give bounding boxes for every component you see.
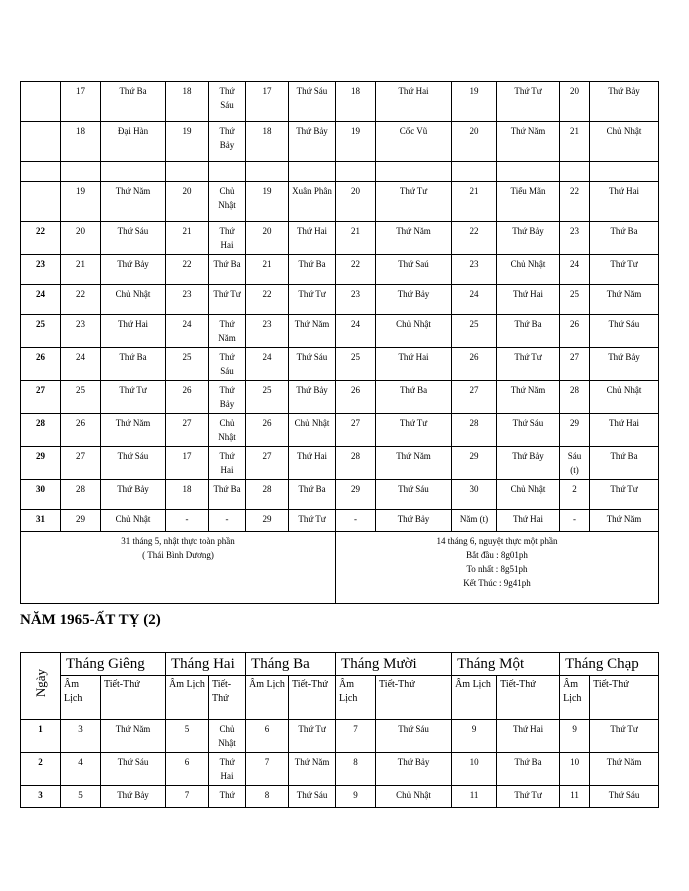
weekday-cell — [497, 162, 560, 182]
lunar-date-cell: 29 — [246, 510, 289, 532]
weekday-cell: Thứ Bảy — [376, 753, 452, 786]
lunar-date-cell: 29 — [452, 447, 497, 480]
lunar-date-cell: 22 — [336, 255, 376, 285]
lunar-date-cell: 21 — [166, 222, 209, 255]
lunar-date-cell: 23 — [61, 315, 101, 348]
weekday-cell: Thứ Tư — [289, 510, 336, 532]
lunar-date-cell: 9 — [560, 720, 590, 753]
weekday-cell: Thứ Năm — [289, 753, 336, 786]
day-cell: 27 — [21, 381, 61, 414]
lunar-date-cell: 24 — [336, 315, 376, 348]
lunar-date-cell: 24 — [560, 255, 590, 285]
note-line: Bắt đầu : 8g01ph — [466, 550, 528, 560]
weekday-cell: Thứ Sáu — [101, 447, 166, 480]
weekday-cell: Chủ Nhật — [376, 315, 452, 348]
lunar-date-cell: 7 — [246, 753, 289, 786]
lunar-date-cell: 23 — [246, 315, 289, 348]
weekday-cell: Thứ Năm — [101, 414, 166, 447]
lunar-date-cell: 26 — [166, 381, 209, 414]
month-header: Tháng Giêng — [61, 653, 166, 676]
table-row — [21, 285, 659, 315]
month-header: Tháng Chạp — [560, 653, 659, 676]
lunar-date-cell: 23 — [336, 285, 376, 315]
lunar-date-cell: Sáu (t) — [560, 447, 590, 480]
lunar-date-cell: 23 — [560, 222, 590, 255]
lunar-date-cell: 18 — [246, 122, 289, 162]
lunar-subheader: Âm Lịch — [246, 676, 289, 720]
weekday-cell: Thứ Tư — [497, 348, 560, 381]
day-cell — [21, 162, 61, 182]
weekday-cell: Thứ Bảy — [101, 255, 166, 285]
weekday-cell: Chủ Nhật — [590, 122, 659, 162]
day-cell: 23 — [21, 255, 61, 285]
calendar-table-2 — [20, 652, 659, 808]
weekday-cell: Thứ Sáu — [101, 753, 166, 786]
lunar-date-cell: 6 — [246, 720, 289, 753]
lunar-subheader: Âm Lịch — [166, 676, 209, 720]
weekday-cell: Chủ Nhật — [101, 510, 166, 532]
table-row — [21, 222, 659, 255]
lunar-date-cell: 7 — [166, 786, 209, 808]
weekday-cell: Tiểu Mãn — [497, 182, 560, 222]
lunar-date-cell: 22 — [560, 182, 590, 222]
weekday-cell: Thứ Tư — [376, 182, 452, 222]
weekday-cell: Thứ Năm — [289, 315, 336, 348]
weekday-cell: Thứ Hai — [289, 222, 336, 255]
weekday-cell: Thứ Năm — [209, 315, 246, 348]
lunar-date-cell: 25 — [61, 381, 101, 414]
day-cell: 25 — [21, 315, 61, 348]
lunar-date-cell: 5 — [166, 720, 209, 753]
weekday-cell: Thứ Ba — [376, 381, 452, 414]
weekday-cell: Thứ Năm — [376, 222, 452, 255]
weekday-cell: Thứ Ba — [497, 315, 560, 348]
lunar-date-cell: 20 — [452, 122, 497, 162]
lunar-date-cell — [246, 162, 289, 182]
weekday-cell: Thứ Tư — [590, 255, 659, 285]
note-line: To nhất : 8g51ph — [466, 564, 528, 574]
weekday-cell: Thứ Ba — [497, 753, 560, 786]
weekday-cell: Thứ Hai — [101, 315, 166, 348]
lunar-date-cell: 8 — [246, 786, 289, 808]
note-line: Kết Thúc : 9g41ph — [463, 578, 531, 588]
weekday-cell: Thứ Hai — [590, 182, 659, 222]
lunar-date-cell: 20 — [336, 182, 376, 222]
weekday-cell: Thứ Tư — [289, 720, 336, 753]
weekday-cell: Thứ Sáu — [289, 786, 336, 808]
weekday-cell: Thứ Bảy — [209, 122, 246, 162]
eclipse-note-left — [21, 532, 336, 604]
lunar-date-cell: 25 — [166, 348, 209, 381]
lunar-date-cell: 24 — [246, 348, 289, 381]
weekday-cell: Thứ Saú — [376, 255, 452, 285]
weekday-cell: Thứ Sáu — [209, 82, 246, 122]
weekday-cell: Thứ Năm — [376, 447, 452, 480]
weekday-cell: Thứ Sáu — [289, 82, 336, 122]
weekday-subheader: Tiết-Thứ — [289, 676, 336, 720]
lunar-date-cell: 27 — [166, 414, 209, 447]
lunar-date-cell: 18 — [166, 480, 209, 510]
lunar-date-cell: 19 — [452, 82, 497, 122]
weekday-cell: Thứ Tư — [590, 720, 659, 753]
weekday-cell: Thứ Hai — [376, 348, 452, 381]
weekday-cell: Chủ Nhật — [497, 255, 560, 285]
weekday-cell: Thứ — [209, 786, 246, 808]
lunar-subheader: Âm Lịch — [336, 676, 376, 720]
weekday-cell: Chủ Nhật — [209, 720, 246, 753]
lunar-date-cell: 24 — [166, 315, 209, 348]
day-cell: 31 — [21, 510, 61, 532]
weekday-cell: Cốc Vũ — [376, 122, 452, 162]
lunar-date-cell: 28 — [452, 414, 497, 447]
lunar-date-cell: 11 — [452, 786, 497, 808]
lunar-date-cell — [560, 162, 590, 182]
lunar-date-cell: 27 — [61, 447, 101, 480]
lunar-date-cell — [61, 162, 101, 182]
weekday-cell: Chủ Nhật — [209, 414, 246, 447]
weekday-cell: Thứ Tư — [497, 82, 560, 122]
table-row — [21, 162, 659, 182]
weekday-cell: Thứ Sáu — [209, 348, 246, 381]
day-cell: 28 — [21, 414, 61, 447]
lunar-date-cell: 24 — [452, 285, 497, 315]
lunar-date-cell: 22 — [166, 255, 209, 285]
lunar-date-cell: 25 — [560, 285, 590, 315]
weekday-cell: Thứ Tư — [209, 285, 246, 315]
table-row — [21, 82, 659, 122]
lunar-subheader: Âm Lịch — [560, 676, 590, 720]
lunar-date-cell: 26 — [61, 414, 101, 447]
section-heading: NĂM 1965-ẤT TỴ (2) — [20, 612, 161, 628]
lunar-date-cell: 25 — [452, 315, 497, 348]
weekday-cell: Thứ Tư — [497, 786, 560, 808]
weekday-cell: Thứ Sáu — [289, 348, 336, 381]
weekday-cell: Thứ Sáu — [497, 414, 560, 447]
weekday-cell: Thứ Năm — [497, 381, 560, 414]
weekday-cell: Thứ Bảy — [590, 348, 659, 381]
lunar-date-cell: 18 — [166, 82, 209, 122]
weekday-cell: Thứ Hai — [497, 720, 560, 753]
table-row — [21, 786, 659, 808]
lunar-date-cell: - — [166, 510, 209, 532]
lunar-date-cell: 24 — [61, 348, 101, 381]
lunar-date-cell: 20 — [246, 222, 289, 255]
weekday-cell: Thứ Sáu — [376, 720, 452, 753]
lunar-date-cell: 20 — [166, 182, 209, 222]
lunar-date-cell: 20 — [61, 222, 101, 255]
weekday-cell: Đại Hàn — [101, 122, 166, 162]
weekday-subheader: Tiết-Thứ — [497, 676, 560, 720]
lunar-date-cell: 23 — [166, 285, 209, 315]
lunar-date-cell — [166, 162, 209, 182]
lunar-date-cell: 18 — [336, 82, 376, 122]
lunar-date-cell: 21 — [61, 255, 101, 285]
lunar-subheader: Âm Lịch — [61, 676, 101, 720]
weekday-cell: Thứ Sáu — [590, 315, 659, 348]
calendar-table-1 — [20, 81, 659, 604]
weekday-cell: Chủ Nhật — [497, 480, 560, 510]
weekday-cell: Thứ Sáu — [101, 222, 166, 255]
weekday-cell: Thứ Bảy — [497, 222, 560, 255]
lunar-date-cell: 25 — [246, 381, 289, 414]
weekday-cell: - — [209, 510, 246, 532]
lunar-date-cell: 26 — [560, 315, 590, 348]
weekday-subheader: Tiết-Thứ — [376, 676, 452, 720]
weekday-cell: Thứ Hai — [209, 753, 246, 786]
weekday-cell: Thứ Ba — [101, 348, 166, 381]
day-cell — [21, 82, 61, 122]
weekday-cell: Thứ Năm — [590, 510, 659, 532]
lunar-date-cell: 28 — [61, 480, 101, 510]
lunar-date-cell: 9 — [452, 720, 497, 753]
day-cell: 24 — [21, 285, 61, 315]
weekday-cell: Thứ Ba — [590, 222, 659, 255]
weekday-cell: Thứ Sáu — [590, 786, 659, 808]
weekday-cell: Thứ Ba — [289, 255, 336, 285]
weekday-cell: Thứ Bảy — [497, 447, 560, 480]
note-line: 31 tháng 5, nhật thực toàn phần — [121, 536, 235, 546]
lunar-date-cell: 21 — [336, 222, 376, 255]
lunar-date-cell: 6 — [166, 753, 209, 786]
weekday-cell: Thứ Hai — [209, 447, 246, 480]
weekday-cell: Thứ Sáu — [376, 480, 452, 510]
lunar-date-cell: 17 — [166, 447, 209, 480]
weekday-cell: Chủ Nhật — [101, 285, 166, 315]
weekday-cell: Thứ Tư — [101, 381, 166, 414]
lunar-date-cell: 21 — [246, 255, 289, 285]
eclipse-note-right — [336, 532, 659, 604]
weekday-cell: Thứ Hai — [209, 222, 246, 255]
lunar-subheader: Âm Lịch — [452, 676, 497, 720]
lunar-date-cell: 28 — [246, 480, 289, 510]
weekday-cell: Thứ Hai — [590, 414, 659, 447]
day-label: Ngày — [32, 669, 48, 698]
lunar-date-cell: 11 — [560, 786, 590, 808]
day-cell — [21, 182, 61, 222]
table-row — [21, 510, 659, 532]
table-row — [21, 315, 659, 348]
lunar-date-cell: 26 — [246, 414, 289, 447]
weekday-cell: Thứ Bảy — [209, 381, 246, 414]
lunar-date-cell: 21 — [560, 122, 590, 162]
day-cell — [21, 122, 61, 162]
weekday-cell: Chủ Nhật — [376, 786, 452, 808]
weekday-cell: Chủ Nhật — [590, 381, 659, 414]
weekday-cell: Thứ Hai — [497, 510, 560, 532]
weekday-cell: Thứ Năm — [497, 122, 560, 162]
month-header: Tháng Mười — [336, 653, 452, 676]
weekday-cell: Thứ Bảy — [376, 285, 452, 315]
weekday-cell: Thứ Năm — [590, 753, 659, 786]
note-line: ( Thái Bình Dương) — [142, 550, 214, 560]
weekday-cell: Thứ Ba — [209, 480, 246, 510]
day-cell: 2 — [21, 753, 61, 786]
lunar-date-cell: 2 — [560, 480, 590, 510]
table-row — [21, 122, 659, 162]
table-row — [21, 414, 659, 447]
lunar-date-cell: 20 — [560, 82, 590, 122]
lunar-date-cell: 9 — [336, 786, 376, 808]
month-header: Tháng Một — [452, 653, 560, 676]
weekday-cell: Thứ Bảy — [590, 82, 659, 122]
weekday-cell: Thứ Tư — [376, 414, 452, 447]
table-row — [21, 255, 659, 285]
lunar-date-cell: 5 — [61, 786, 101, 808]
lunar-date-cell: 19 — [336, 122, 376, 162]
table-row — [21, 720, 659, 753]
day-cell: 26 — [21, 348, 61, 381]
lunar-date-cell: 22 — [452, 222, 497, 255]
lunar-date-cell: - — [560, 510, 590, 532]
weekday-cell: Thứ Hai — [289, 447, 336, 480]
lunar-date-cell: 27 — [560, 348, 590, 381]
table-row — [21, 480, 659, 510]
lunar-date-cell: 8 — [336, 753, 376, 786]
table-row — [21, 753, 659, 786]
weekday-cell: Thứ Tư — [590, 480, 659, 510]
lunar-date-cell: 28 — [560, 381, 590, 414]
lunar-date-cell: 29 — [336, 480, 376, 510]
lunar-date-cell: 10 — [452, 753, 497, 786]
lunar-date-cell: 28 — [336, 447, 376, 480]
lunar-date-cell: 29 — [61, 510, 101, 532]
weekday-cell: Thứ Bảy — [289, 381, 336, 414]
lunar-date-cell: 29 — [560, 414, 590, 447]
lunar-date-cell: 22 — [61, 285, 101, 315]
lunar-date-cell: 22 — [246, 285, 289, 315]
weekday-cell — [376, 162, 452, 182]
weekday-cell: Thứ Bảy — [101, 786, 166, 808]
day-cell: 1 — [21, 720, 61, 753]
lunar-date-cell: 27 — [336, 414, 376, 447]
lunar-date-cell: 21 — [452, 182, 497, 222]
lunar-date-cell: 7 — [336, 720, 376, 753]
lunar-date-cell: 17 — [61, 82, 101, 122]
weekday-cell: Thứ Tư — [289, 285, 336, 315]
lunar-date-cell: Năm (t) — [452, 510, 497, 532]
weekday-cell: Thứ Năm — [101, 182, 166, 222]
lunar-date-cell: 23 — [452, 255, 497, 285]
lunar-date-cell: 27 — [452, 381, 497, 414]
table-row — [21, 182, 659, 222]
lunar-date-cell: 18 — [61, 122, 101, 162]
weekday-cell: Thứ Bảy — [101, 480, 166, 510]
lunar-date-cell: 25 — [336, 348, 376, 381]
weekday-cell: Thứ Bảy — [289, 122, 336, 162]
weekday-subheader: Tiết-Thứ — [590, 676, 659, 720]
weekday-cell: Chủ Nhật — [289, 414, 336, 447]
day-header — [21, 653, 61, 720]
weekday-cell — [289, 162, 336, 182]
month-header: Tháng Ba — [246, 653, 336, 676]
weekday-cell: Thứ Ba — [289, 480, 336, 510]
weekday-cell: Thứ Ba — [209, 255, 246, 285]
weekday-cell: Thứ Ba — [590, 447, 659, 480]
day-cell: 30 — [21, 480, 61, 510]
weekday-cell: Chủ Nhật — [209, 182, 246, 222]
lunar-date-cell: 10 — [560, 753, 590, 786]
lunar-date-cell: 27 — [246, 447, 289, 480]
weekday-subheader: Tiết-Thứ — [209, 676, 246, 720]
lunar-date-cell: 30 — [452, 480, 497, 510]
lunar-date-cell: 26 — [336, 381, 376, 414]
day-cell: 29 — [21, 447, 61, 480]
weekday-cell — [101, 162, 166, 182]
lunar-date-cell: 19 — [166, 122, 209, 162]
weekday-cell — [590, 162, 659, 182]
weekday-cell: Xuân Phân — [289, 182, 336, 222]
weekday-cell: Thứ Năm — [590, 285, 659, 315]
table-row — [21, 447, 659, 480]
lunar-date-cell: 4 — [61, 753, 101, 786]
weekday-cell: Thứ Năm — [101, 720, 166, 753]
weekday-subheader: Tiết-Thứ — [101, 676, 166, 720]
weekday-cell: Thứ Hai — [376, 82, 452, 122]
lunar-date-cell: 3 — [61, 720, 101, 753]
month-header: Tháng Hai — [166, 653, 246, 676]
weekday-cell: Thứ Hai — [497, 285, 560, 315]
lunar-date-cell: 26 — [452, 348, 497, 381]
lunar-date-cell — [336, 162, 376, 182]
day-cell: 3 — [21, 786, 61, 808]
note-line: 14 tháng 6, nguyệt thực một phần — [436, 536, 558, 546]
lunar-date-cell — [452, 162, 497, 182]
weekday-cell: Thứ Bảy — [376, 510, 452, 532]
lunar-date-cell: 19 — [61, 182, 101, 222]
day-cell: 22 — [21, 222, 61, 255]
table-row — [21, 348, 659, 381]
lunar-date-cell: 19 — [246, 182, 289, 222]
weekday-cell — [209, 162, 246, 182]
table-row — [21, 381, 659, 414]
weekday-cell: Thứ Ba — [101, 82, 166, 122]
lunar-date-cell: - — [336, 510, 376, 532]
lunar-date-cell: 17 — [246, 82, 289, 122]
